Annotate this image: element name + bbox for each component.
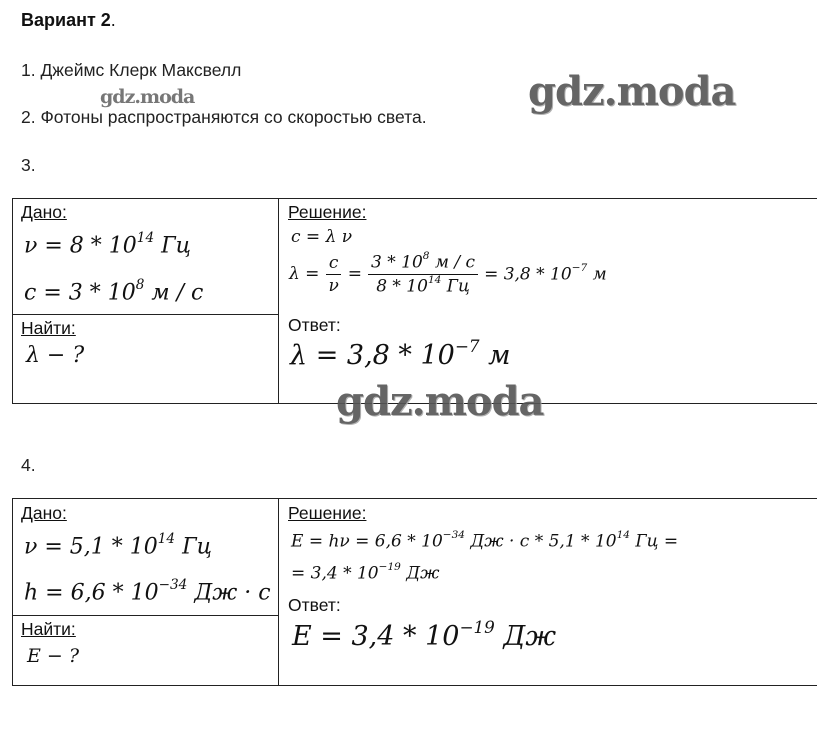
page-title: Вариант 2. (21, 10, 116, 30)
task3-find-expression: λ − ? (26, 343, 85, 368)
answer-4-number: 4. (21, 455, 36, 475)
task4-given-frequency: $\nu = 5,1 * 10^{14}$ Гц (24, 530, 213, 560)
task4-solution-line2: = $3,4 * 10^{-19}$ Дж (291, 561, 440, 584)
task3-given-speed: $c = 3 * 10^8$ м / с (24, 276, 204, 306)
answer-1: 1. Джеймс Клерк Максвелл (21, 60, 242, 80)
task3-formula: c = λ ν (291, 227, 353, 247)
task4-column-divider (278, 498, 279, 686)
task3-row-divider (12, 314, 278, 315)
watermark-small: gdz.moda (100, 86, 195, 108)
task4-find-expression: E − ? (27, 645, 80, 667)
task3-given-frequency: $\nu = 8 * 10^{14}$ Гц (24, 229, 192, 259)
task4-row-divider (12, 615, 278, 616)
answer-3-number: 3. (21, 155, 36, 175)
watermark-top: gdz.moda (528, 68, 736, 115)
task4-solution-label: Решение: (288, 503, 367, 523)
task3-given-label: Дано: (21, 202, 67, 222)
task3-solution-label: Решение: (288, 202, 367, 222)
task3-answer-label: Ответ: (288, 315, 341, 335)
task3-find-label: Найти: (21, 318, 76, 338)
answer-2: 2. Фотоны распространяются со скоростью света. (21, 107, 427, 127)
task4-given-planck: $h = 6,6 * 10^{-34}$ Дж · с (24, 576, 271, 606)
watermark-middle: gdz.moda (336, 378, 544, 425)
task3-answer: $\lambda = 3,8 * 10^{-7}$ м (290, 335, 511, 371)
task3-calculation: λ = $\frac{c}{\nu}$ = $\frac{3 * 10^8 м / с}{8 * 10^{14} Гц}$ = $3,8 * 10^{-7}$ м (289, 250, 607, 297)
task3-column-divider (278, 198, 279, 404)
task4-answer-label: Ответ: (288, 595, 341, 615)
task4-answer: $E = 3,4 * 10^{-19}$ Дж (292, 616, 557, 652)
task4-given-label: Дано: (21, 503, 67, 523)
task4-find-label: Найти: (21, 619, 76, 639)
task4-solution-line1: $E = h\nu = 6,6 * 10^{-34}$ Дж · с * $5,1 * 10^{14}$ Гц = (291, 529, 679, 552)
